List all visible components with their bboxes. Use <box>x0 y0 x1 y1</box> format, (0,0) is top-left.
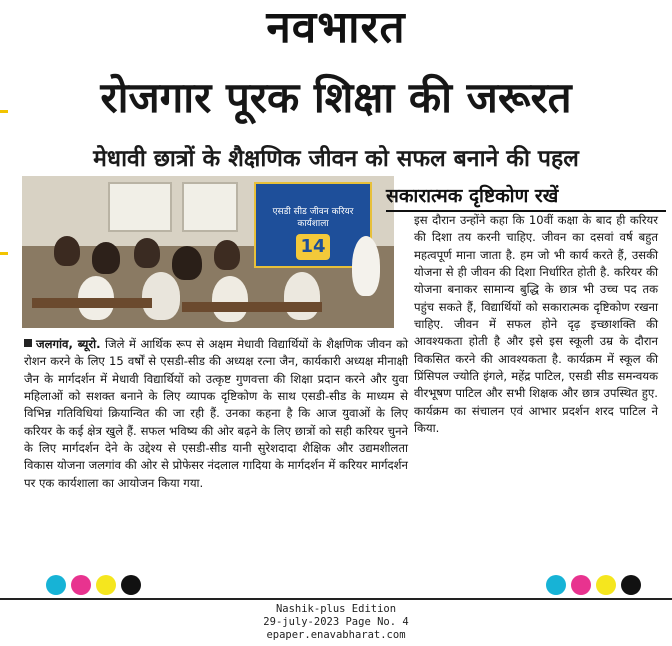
photo-person <box>172 246 202 280</box>
photo-window <box>108 182 172 232</box>
registration-dot-black <box>121 575 141 595</box>
registration-dot-yellow <box>96 575 116 595</box>
bottom-rule <box>0 598 672 600</box>
headline: रोजगार पूरक शिक्षा की जरूरत <box>100 73 572 122</box>
photo-person <box>212 276 248 322</box>
photo-person <box>284 272 320 320</box>
article-dateline: जलगांव, ब्यूरो. <box>36 337 101 351</box>
photo-person <box>142 272 180 320</box>
registration-mark-middle <box>0 252 8 255</box>
article-right-column: इस दौरान उन्होंने कहा कि 10वीं कक्षा के बाद ही करियर की दिशा तय करनी चाहिए. जीवन का दसवां वर्ष बहुत महत्वपूर्ण माना जाता है. हम जो भी कार्य करते हैं, उसकी योजना से ही जीवन की दिशा निर्धारित होती है. करियर की योजना बनाकर सामान्य बुद्धि के छात्र भी उच्च पद तक पहुंच सकते हैं, विद्यार्थियों को सकारात्मक दृष्टिकोण रखना चाहिए. जीवन में सफल होने दृढ़ इच्छाशक्ति की आवश्यकता होती है और इसे इस स्कूली उम्र के दौरान विकसित करने की आवश्यकता है. कार्यक्रम में स्कूल की प्रिंसिपल ज्योति इंगले, महेंद्र पाटिल, एसडी सीड समन्वयक वीरभूषण पाटिल और सभी शिक्षक और छात्र उपस्थित हुए. कार्यक्रम का संचालन एवं आभार प्रदर्शन शरद पाटिल ने किया. <box>414 213 658 436</box>
side-heading-text: सकारात्मक दृष्टिकोण रखें <box>386 185 559 207</box>
side-heading <box>386 180 666 212</box>
photo-person <box>54 236 80 266</box>
registration-dot-cyan <box>46 575 66 595</box>
article-left-column <box>24 336 408 492</box>
photo-person <box>92 242 120 274</box>
photo-banner-text: एसडी सीड जीवन करियर कार्यशाला <box>272 207 354 229</box>
photo-person <box>214 240 240 270</box>
masthead-title: नवभारत <box>266 2 406 53</box>
photo-desk <box>182 302 322 312</box>
registration-dot-cyan <box>546 575 566 595</box>
epaper-footer <box>0 603 672 642</box>
photo-banner-number: 14 <box>296 234 330 260</box>
photo-person <box>134 238 160 268</box>
photo-person <box>352 236 380 296</box>
article-left-body: जिले में आर्थिक रूप से अक्षम मेधावी विद्यार्थियों के शैक्षणिक जीवन को रोशन करने के लिए 15 वर्षों से एसडी-सीड की अध्यक्ष रत्ना जैन, कार्यकारी अध्यक्ष मीनाक्षी जैन के मार्गदर्शन में मेधावी विद्यार्थियों को उत्कृष्ट गुणवत्ता की शिक्षा प्रदान करने और युवा महिलाओं को सशक्त बनाने के लिए व्यापक दृष्टिकोण के साथ एसडी-सीड के माध्यम से विभिन्न गतिविधियां क्रियान्वित की जा रही हैं. उनका कहना है कि आज युवाओं के लिए करियर के कई क्षेत्र खुले हैं. सफल भविष्य की ओर बढ़ने के लिए छात्रों को सही करियर चुनने के लिए मार्गदर्शन देने के उद्देश्य से एसडी-सीड यानी सुरेशदादा शैक्षिक और उद्यमशीलता विकास योजना जलगांव की ओर से प्रोफेसर नंदलाल गादिया के मार्गदर्शन में करियर मार्गदर्शन पर एक कार्यशाला का आयोजन किया गया. <box>24 337 409 490</box>
registration-dot-yellow <box>596 575 616 595</box>
dateline-square-icon <box>24 339 32 347</box>
footer-edition: Nashik-plus Edition <box>275 603 397 615</box>
photo-window <box>182 182 238 232</box>
photo-desk <box>32 298 152 308</box>
registration-dot-black <box>621 575 641 595</box>
news-photo <box>22 176 394 328</box>
registration-dot-magenta <box>571 575 591 595</box>
registration-dot-magenta <box>71 575 91 595</box>
footer-site-link[interactable]: epaper.enavabharat.com <box>266 629 406 641</box>
subheadline: मेधावी छात्रों के शैक्षणिक जीवन को सफल बनाने की पहल <box>93 146 579 172</box>
footer-date-page: 29-july-2023 Page No. 4 <box>263 616 409 628</box>
